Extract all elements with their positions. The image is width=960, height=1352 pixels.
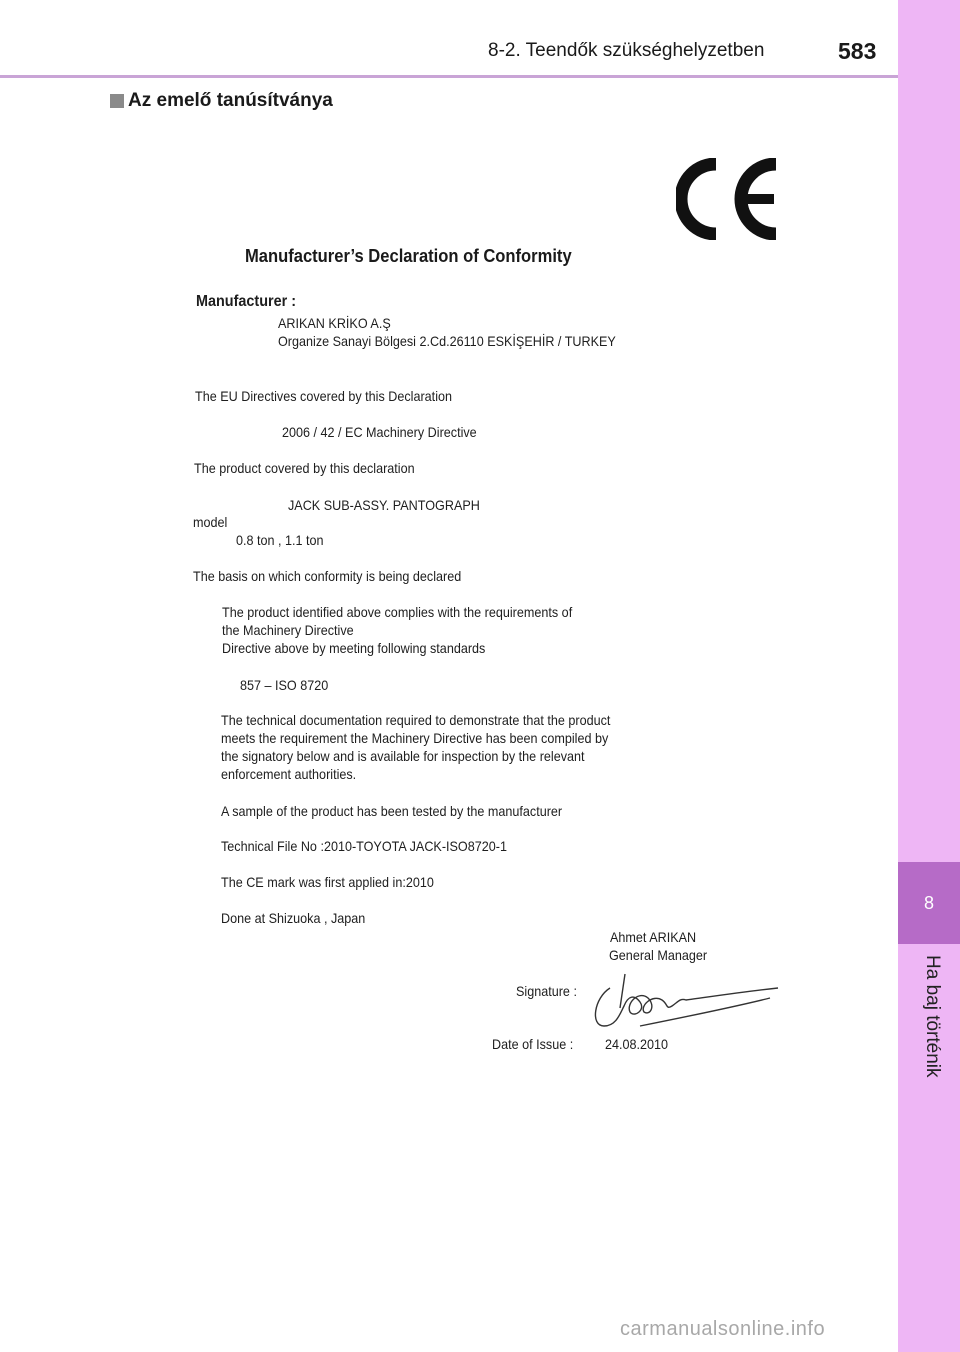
ce-applied-year: The CE mark was first applied in:2010 [221, 874, 434, 890]
chapter-number: 8 [923, 892, 934, 913]
signature-label: Signature : [516, 983, 577, 999]
square-bullet-icon [110, 94, 124, 108]
technical-line: the signatory below and is available for inspection by the relevant [221, 748, 585, 764]
date-of-issue-value: 24.08.2010 [605, 1036, 669, 1052]
site-watermark: carmanualsonline.info [620, 1318, 826, 1340]
model-values: 0.8 ton , 1.1 ton [236, 532, 324, 548]
technical-line: meets the requirement the Machinery Directive has been compiled by [221, 730, 609, 746]
technical-file-number: Technical File No :2010-TOYOTA JACK-ISO8720-1 [221, 838, 507, 854]
basis-line: the Machinery Directive [222, 622, 354, 638]
sample-statement: A sample of the product has been tested by the manufacturer [221, 803, 563, 819]
basis-label: The basis on which conformity is being declared [193, 568, 462, 584]
basis-line: The product identified above complies with the requirements of [222, 604, 573, 620]
section-title: Az emelő tanúsítványa [128, 90, 333, 111]
running-header-section: 8-2. Teendők szükséghelyzetben [488, 40, 765, 61]
directives-label: The EU Directives covered by this Declaration [195, 388, 453, 404]
product-label: The product covered by this declaration [194, 460, 415, 476]
page-number: 583 [838, 38, 877, 64]
done-at-location: Done at Shizuoka , Japan [221, 910, 366, 926]
ce-mark-icon [676, 158, 784, 240]
header-divider [0, 75, 898, 78]
product-name: JACK SUB-ASSY. PANTOGRAPH [288, 497, 480, 513]
standard-value: 857 – ISO 8720 [240, 677, 329, 693]
manufacturer-address: Organize Sanayi Bölgesi 2.Cd.26110 ESKİŞEHİR / TURKEY [278, 333, 616, 349]
signatory-name: Ahmet ARIKAN [610, 929, 697, 945]
manufacturer-label: Manufacturer : [196, 293, 297, 310]
signatory-title: General Manager [609, 947, 708, 963]
technical-line: enforcement authorities. [221, 766, 357, 782]
handwritten-signature [590, 968, 785, 1030]
model-label: model [193, 514, 228, 530]
declaration-title: Manufacturer’s Declaration of Conformity [245, 246, 572, 266]
directive-value: 2006 / 42 / EC Machinery Directive [282, 424, 477, 440]
date-of-issue-label: Date of Issue : [492, 1036, 574, 1052]
chapter-number-box [898, 862, 960, 944]
chapter-side-label: Ha baj történik [922, 955, 943, 1078]
chapter-side-tab [898, 0, 960, 1352]
basis-line: Directive above by meeting following standards [222, 640, 486, 656]
technical-line: The technical documentation required to demonstrate that the product [221, 712, 611, 728]
manufacturer-name: ARIKAN KRİKO A.Ş [278, 315, 391, 331]
